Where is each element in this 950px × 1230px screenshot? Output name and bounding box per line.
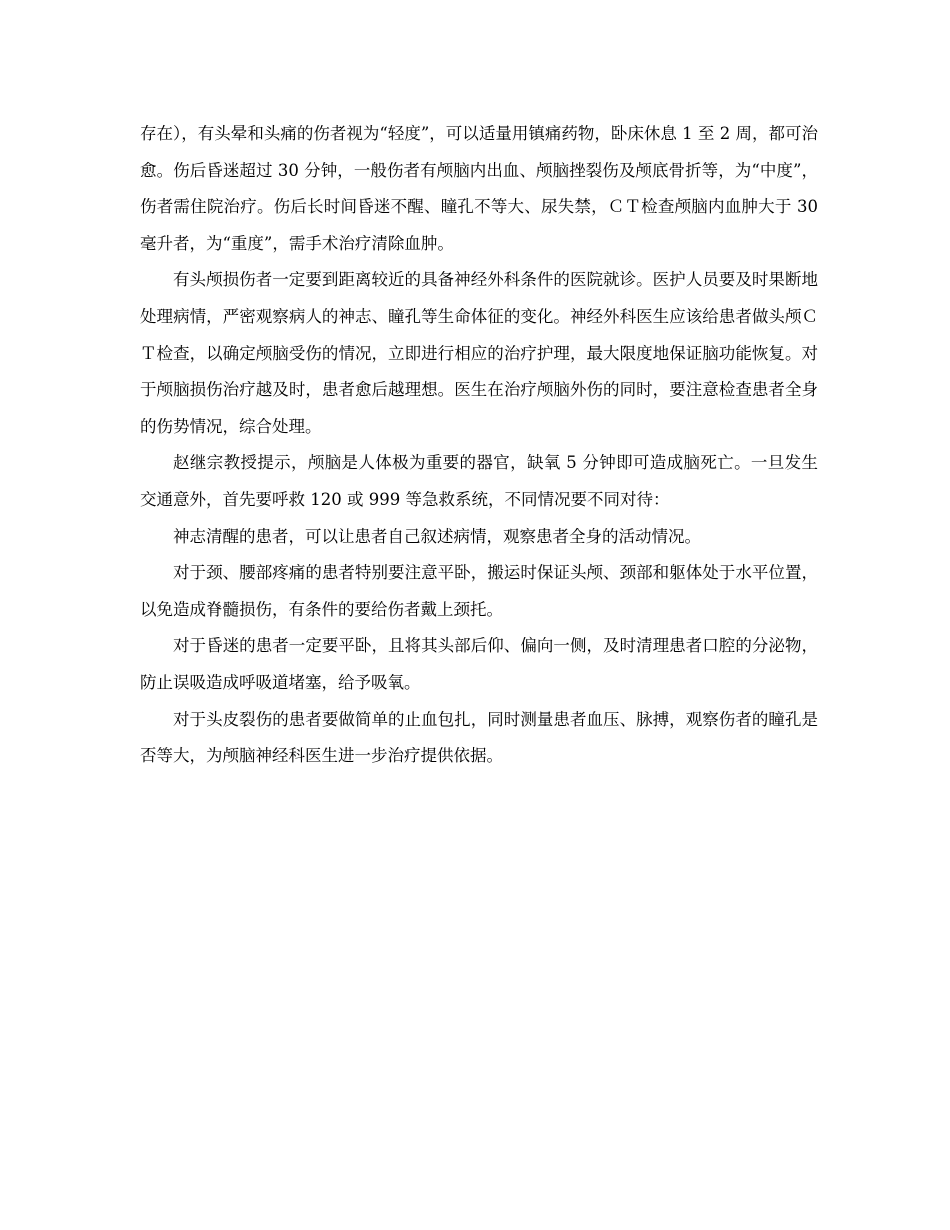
document-body — [140, 116, 818, 775]
paragraph-continuation: 存在），有头晕和头痛的伤者视为“轻度”，可以适量用镇痛药物，卧床休息 1 至 2 周，都可治愈。伤后昏迷超过 30 分钟，一般伤者有颅脑内出血、颅脑挫裂伤及颅底骨折等，为“中度”，伤者需住院治疗。伤后长时间昏迷不醒、瞳孔不等大、尿失禁，ＣＴ检查颅脑内血肿大于 30 毫升者，为“重度”，需手术治疗清除血肿。 — [140, 124, 818, 253]
paragraph: 对于昏迷的患者一定要平卧，且将其头部后仰、偏向一侧，及时清理患者口腔的分泌物，防止误吸造成呼吸道堵塞，给予吸氧。 — [140, 636, 818, 692]
paragraph: 对于头皮裂伤的患者要做简单的止血包扎，同时测量患者血压、脉搏，观察伤者的瞳孔是否等大，为颅脑神经科医生进一步治疗提供依据。 — [140, 709, 818, 766]
paragraph: 对于颈、腰部疼痛的患者特别要注意平卧，搬运时保证头颅、颈部和躯体处于水平位置，以免造成脊髓损伤，有条件的要给伤者戴上颈托。 — [140, 563, 818, 619]
paragraph: 赵继宗教授提示，颅脑是人体极为重要的器官，缺氧 5 分钟即可造成脑死亡。一旦发生交通意外，首先要呼救 120 或 999 等急救系统，不同情况要不同对待： — [140, 453, 818, 509]
paragraph: 有头颅损伤者一定要到距离较近的具备神经外科条件的医院就诊。医护人员要及时果断地处理病情，严密观察病人的神志、瞳孔等生命体征的变化。神经外科医生应该给患者做头颅ＣＴ检查，以确定颅脑受伤的情况，立即进行相应的治疗护理，最大限度地保证脑功能恢复。对于颅脑损伤治疗越及时，患者愈后越理想。医生在治疗颅脑外伤的同时，要注意检查患者全身的伤势情况，综合处理。 — [140, 270, 818, 436]
paragraph: 神志清醒的患者，可以让患者自己叙述病情，观察患者全身的活动情况。 — [173, 526, 701, 546]
